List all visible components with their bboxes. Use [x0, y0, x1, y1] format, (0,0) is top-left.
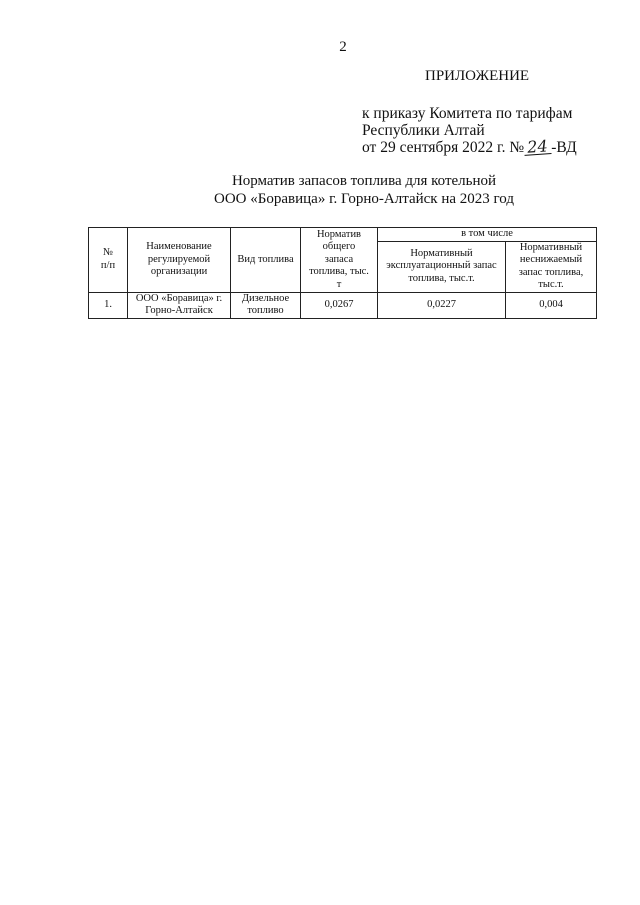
document-title — [164, 172, 564, 208]
cell-operational-reserve: 0,0227 — [378, 292, 506, 318]
header-operational-reserve: Нормативный эксплуатационный запас топлива, тыс.т. — [378, 241, 506, 292]
header-irreducible-reserve: Нормативный неснижаемый запас топлива, тыс.т. — [506, 241, 597, 292]
header-organization: Наименование регулируемой организации — [128, 228, 231, 293]
table-header-row — [89, 228, 597, 242]
cell-fuel-type: Дизельное топливо — [231, 292, 301, 318]
document-title-line-2: ООО «Боравица» г. Горно-Алтайск на 2023 год — [214, 191, 514, 207]
cell-number: 1. — [89, 292, 128, 318]
document-title-line-1: Норматив запасов топлива для котельной — [231, 173, 497, 189]
header-fuel-type: Вид топлива — [231, 228, 301, 293]
header-total-reserve: Норматив общего запаса топлива, тыс. т — [301, 228, 378, 293]
order-number-handwritten: 24 — [524, 138, 552, 156]
cell-total-reserve: 0,0267 — [301, 292, 378, 318]
header-including-group: в том числе — [378, 228, 597, 242]
appendix-reference — [362, 105, 622, 156]
page-number: 2 — [339, 39, 347, 55]
fuel-reserve-table — [88, 227, 597, 319]
cell-irreducible-reserve: 0,004 — [506, 292, 597, 318]
header-number: № п/п — [89, 228, 128, 293]
order-date-prefix: от 29 сентября 2022 г. № — [362, 139, 525, 156]
table-row — [89, 292, 597, 318]
order-number-suffix: -ВД — [551, 139, 577, 156]
appendix-line-region: Республики Алтай — [362, 122, 485, 139]
appendix-line-date-number — [362, 136, 622, 157]
cell-organization: ООО «Боравица» г. Горно-Алтайск — [128, 292, 231, 318]
appendix-line-order: к приказу Комитета по тарифам — [362, 105, 573, 122]
appendix-heading: ПРИЛОЖЕНИЕ — [425, 68, 530, 84]
